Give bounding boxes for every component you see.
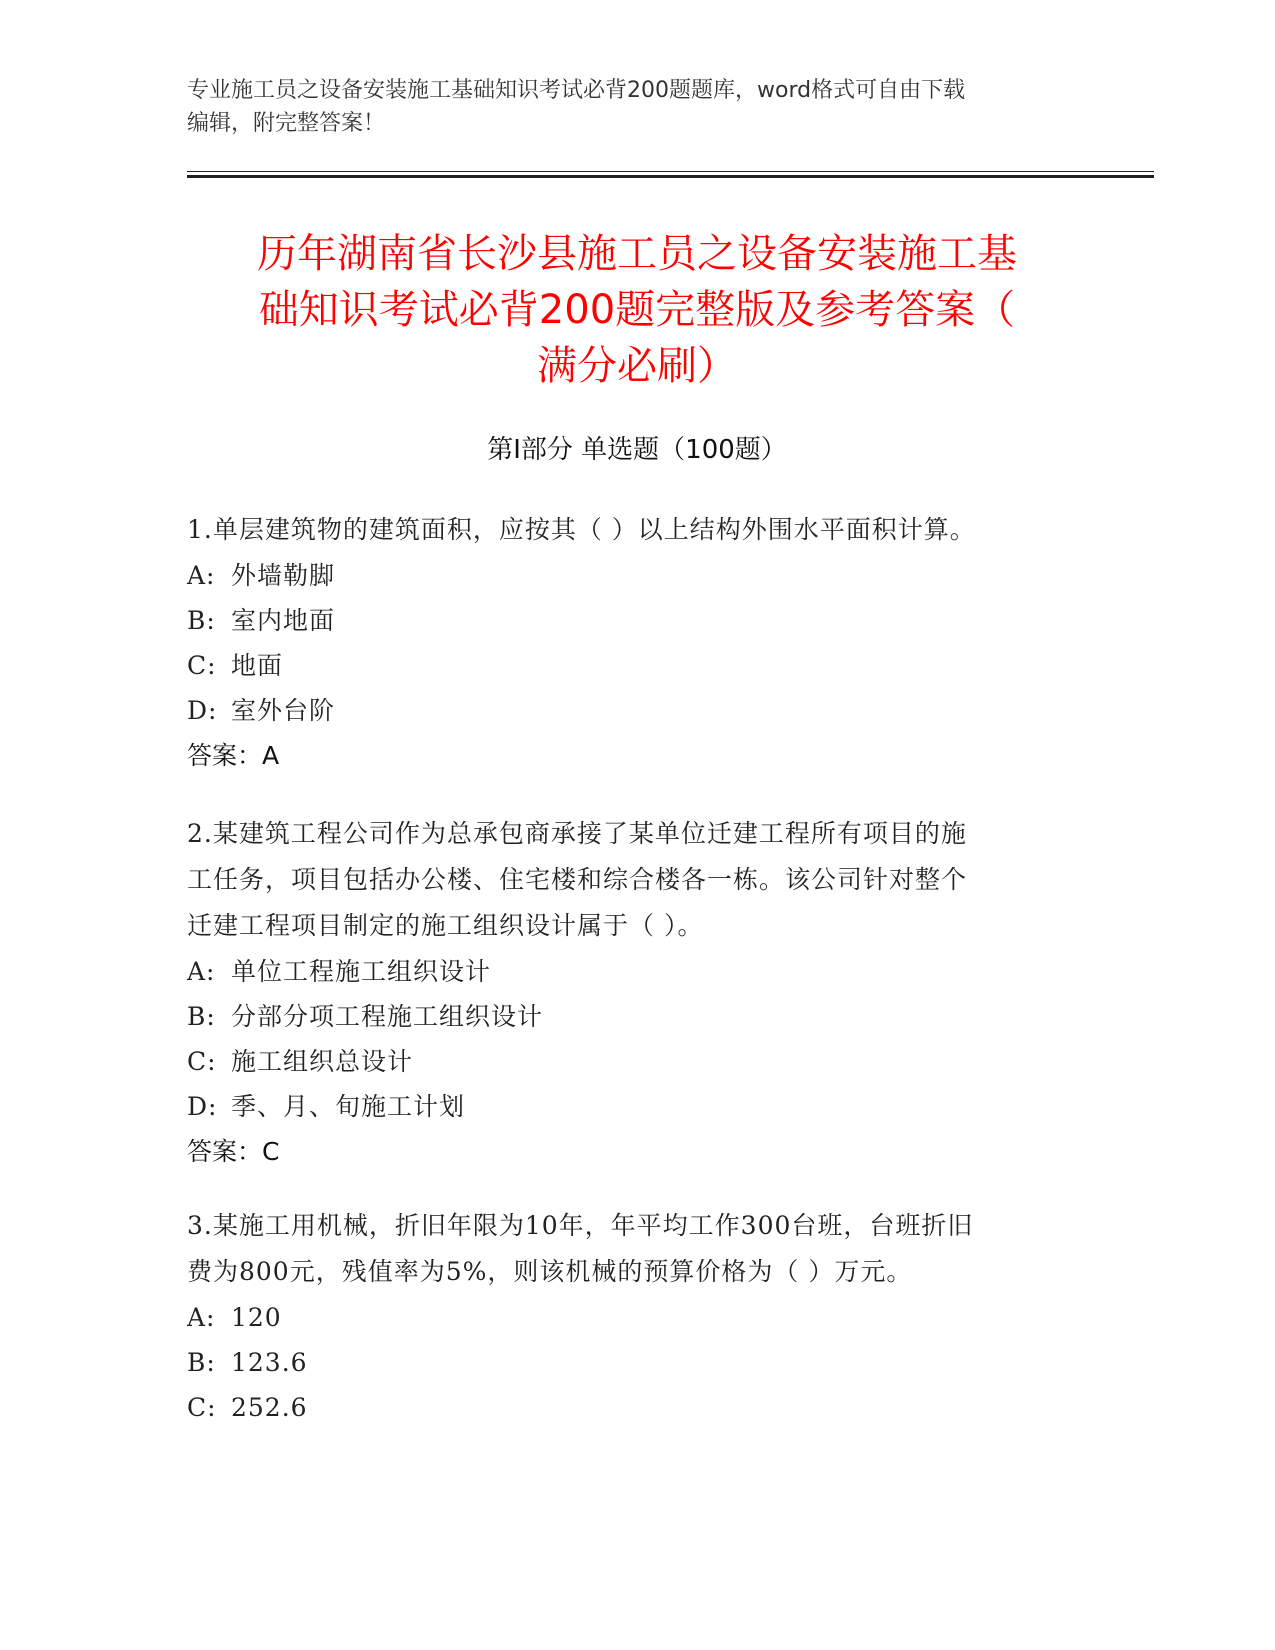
option-text: 123.6 [231, 1348, 308, 1377]
option-key: D: [187, 696, 218, 725]
option-key: C: [187, 651, 217, 680]
document-title [187, 226, 1087, 394]
option-text: 施工组织总设计 [231, 1047, 414, 1076]
question-stem-line: 1.单层建筑物的建筑面积，应按其（ ）以上结构外围水平面积计算。 [187, 515, 976, 544]
question-2 [187, 811, 1087, 1174]
option-key: C: [187, 1047, 217, 1076]
option-key: B: [187, 1348, 216, 1377]
section-title: 第Ⅰ部分 单选题（100题） [487, 435, 787, 465]
document-title-line-2: 础知识考试必背200题完整版及参考答案（ [258, 287, 1016, 333]
question-stem-line: 3.某施工用机械，折旧年限为10年，年平均工作300台班，台班折旧 [187, 1211, 974, 1240]
option-text: 室内地面 [231, 606, 336, 635]
question-stem-line: 2.某建筑工程公司作为总承包商承接了某单位迁建工程所有项目的施 [187, 819, 967, 848]
option-c [187, 643, 1087, 688]
option-c [187, 1039, 1087, 1084]
option-key: B: [187, 606, 216, 635]
option-c [187, 1385, 1087, 1430]
option-key: C: [187, 1393, 217, 1422]
document-title-line-3: 满分必刷） [537, 343, 737, 389]
option-text: 单位工程施工组织设计 [231, 957, 492, 986]
option-d [187, 1084, 1087, 1129]
answer: 答案：C [187, 1137, 280, 1166]
option-a [187, 949, 1087, 994]
option-text: 地面 [231, 651, 284, 680]
option-a [187, 1295, 1087, 1340]
document-title-line-1: 历年湖南省长沙县施工员之设备安装施工基 [257, 231, 1017, 277]
option-text: 室外台阶 [231, 696, 336, 725]
option-text: 252.6 [231, 1393, 308, 1422]
option-key: A: [187, 957, 216, 986]
option-b [187, 1340, 1087, 1385]
question-3 [187, 1203, 1087, 1430]
option-key: D: [187, 1092, 218, 1121]
option-d [187, 688, 1087, 733]
header-note-line-2: 编辑，附完整答案！ [187, 111, 386, 136]
option-b [187, 994, 1087, 1039]
option-text: 外墙勒脚 [231, 561, 336, 590]
option-text: 季、月、旬施工计划 [231, 1092, 466, 1121]
header-note-line-1: 专业施工员之设备安装施工基础知识考试必背200题题库，word格式可自由下载 [187, 78, 966, 103]
header-note [187, 74, 1067, 140]
question-stem-line: 迁建工程项目制定的施工组织设计属于（ ）。 [187, 911, 704, 940]
question-1 [187, 507, 1087, 778]
option-text: 分部分项工程施工组织设计 [231, 1002, 544, 1031]
option-key: B: [187, 1002, 216, 1031]
option-b [187, 598, 1087, 643]
option-key: A: [187, 1303, 216, 1332]
option-text: 120 [231, 1303, 282, 1332]
option-key: A: [187, 561, 216, 590]
header-divider-thick [187, 175, 1154, 178]
header-divider-thin [187, 171, 1154, 172]
answer: 答案：A [187, 741, 280, 770]
option-a [187, 553, 1087, 598]
question-stem-line: 费为800元，残值率为5%，则该机械的预算价格为（ ）万元。 [187, 1257, 913, 1286]
question-stem-line: 工任务，项目包括办公楼、住宅楼和综合楼各一栋。该公司针对整个 [187, 865, 968, 894]
